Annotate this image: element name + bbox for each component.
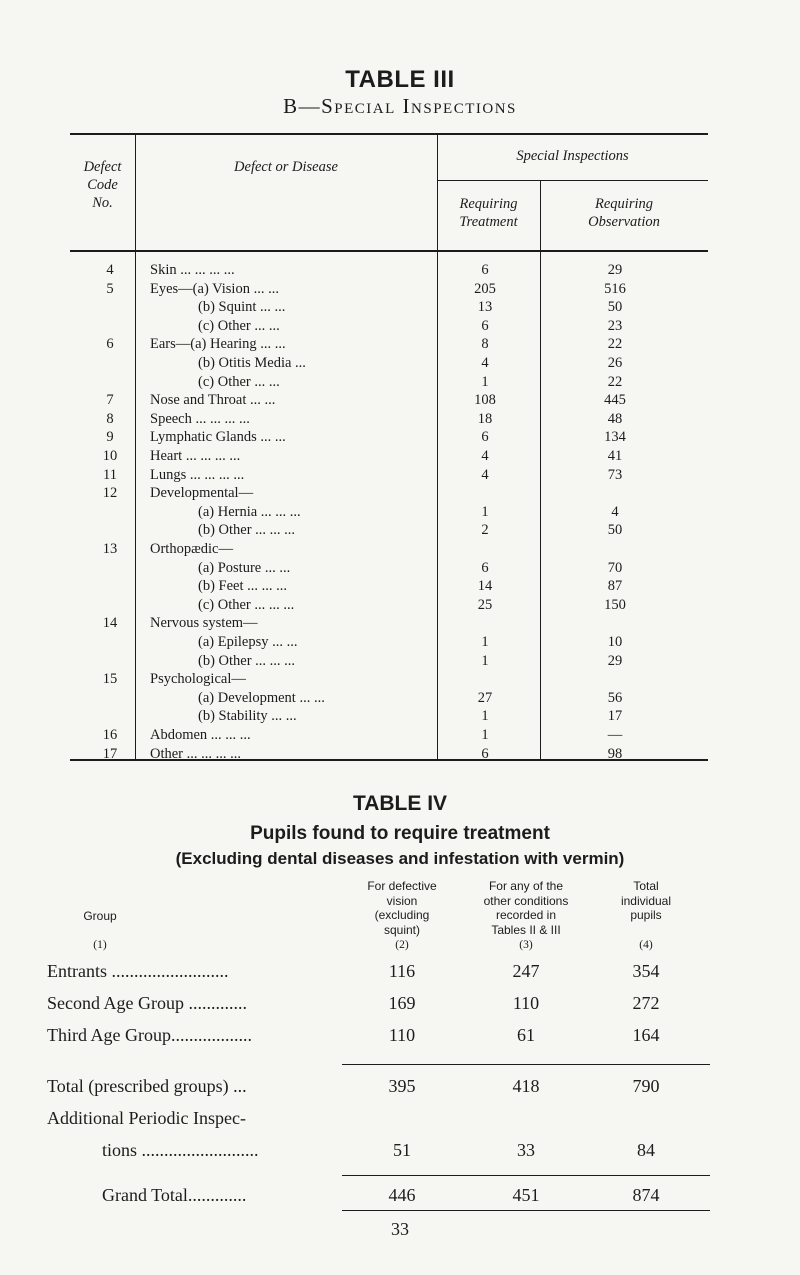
defect-code-header: Defect Code No. (83, 159, 122, 211)
defect-label: (a) Hernia ... ... ... (198, 503, 301, 520)
defect-label: (b) Squint ... ... (198, 299, 286, 316)
defect-label: (b) Otitis Media ... (198, 355, 306, 371)
requiring-treatment-value: 205 (474, 280, 496, 297)
other-conditions-value: 33 (517, 1140, 535, 1160)
requiring-observation-value: 50 (607, 299, 623, 316)
total-pupils-value: 84 (637, 1140, 655, 1160)
group-column-header: Group (83, 909, 117, 923)
requiring-treatment-value: 1 (481, 652, 489, 669)
requiring-treatment-value: 1 (481, 708, 489, 725)
requiring-observation-value: 29 (607, 652, 623, 669)
requiring-observation-value: 23 (607, 317, 623, 334)
requiring-treatment-header: Requiring Treatment (459, 196, 518, 230)
requiring-observation-value: 150 (604, 596, 626, 613)
defect-label: Nose and Throat ... ... (150, 392, 276, 409)
table3-header-rule (70, 250, 708, 252)
defect-code: 12 (102, 485, 118, 502)
requiring-observation-value: 134 (604, 429, 626, 446)
requiring-treatment-value: 1 (481, 503, 489, 520)
defect-label: Orthopædic— (150, 541, 233, 557)
defect-label: Nervous system— (150, 615, 258, 632)
defect-label: (c) Other ... ... (198, 317, 280, 334)
defect-label: (b) Feet ... ... ... (198, 578, 287, 595)
total-pupils-value: 272 (632, 993, 660, 1013)
table4-title: TABLE IV (352, 792, 448, 815)
defective-vision-value: 110 (388, 1025, 416, 1045)
special-inspections-rule (437, 180, 708, 181)
requiring-treatment-value: 14 (477, 578, 493, 595)
requiring-treatment-value: 6 (481, 262, 489, 278)
group-label: Second Age Group ............. (47, 993, 247, 1013)
group-label: Additional Periodic Inspec- (47, 1108, 246, 1128)
defect-code: 17 (102, 745, 118, 762)
page-number: 33 (391, 1219, 409, 1239)
defect-code: 11 (103, 466, 117, 483)
total-pupils-value: 164 (632, 1025, 660, 1045)
other-conditions-column-header: For any of the other conditions recorded in Tables II & III (483, 879, 569, 937)
defect-code: 10 (102, 448, 118, 464)
defect-code: 7 (106, 392, 114, 409)
requiring-observation-value: 50 (607, 522, 623, 539)
other-conditions-value: 451 (512, 1185, 540, 1205)
requiring-treatment-value: 6 (481, 317, 489, 334)
defective-vision-value: 51 (393, 1140, 411, 1160)
requiring-treatment-value: 1 (481, 634, 489, 650)
defect-code: 15 (102, 671, 118, 688)
group-label: Entrants .......................... (47, 961, 229, 981)
grand-total-rule-bottom (342, 1210, 710, 1211)
defect-label: (a) Development ... ... (198, 689, 325, 706)
requiring-observation-value: 73 (607, 466, 623, 483)
table3-top-rule (70, 133, 708, 135)
defect-label: Lungs ... ... ... ... (150, 466, 245, 483)
requiring-treatment-value: 6 (481, 745, 489, 762)
requiring-observation-value: — (607, 727, 623, 743)
defect-label: Psychological— (150, 671, 246, 688)
group-label: tions .......................... (102, 1140, 259, 1160)
defect-code: 6 (106, 336, 114, 353)
defect-label: (b) Other ... ... ... (198, 652, 296, 669)
requiring-observation-value: 22 (607, 373, 623, 390)
group-label: Total (prescribed groups) ... (47, 1076, 247, 1096)
requiring-observation-value: 17 (607, 708, 623, 725)
requiring-observation-value: 41 (607, 448, 623, 464)
defect-code: 8 (106, 410, 114, 427)
defect-code: 14 (102, 615, 118, 632)
defect-label: Developmental— (150, 485, 254, 502)
column-number-2: (2) (395, 939, 409, 951)
requiring-treatment-value: 4 (481, 448, 489, 464)
defect-label: Lymphatic Glands ... ... (150, 429, 286, 446)
requiring-observation-value: 22 (607, 336, 623, 353)
defect-label: Abdomen ... ... ... (150, 727, 251, 743)
defect-label: Eyes—(a) Vision ... ... (150, 280, 279, 297)
group-label: Third Age Group.................. (47, 1025, 252, 1045)
column-number-3: (3) (519, 939, 533, 951)
other-conditions-value: 110 (512, 993, 540, 1013)
total-prescribed-row (0, 1076, 800, 1102)
defect-label: Other ... ... ... ... (150, 745, 242, 762)
defect-label: Skin ... ... ... ... (150, 262, 235, 278)
total-pupils-value: 790 (632, 1076, 660, 1096)
requiring-treatment-value: 13 (477, 299, 493, 316)
other-conditions-value: 418 (512, 1076, 540, 1096)
defect-label: Ears—(a) Hearing ... ... (150, 336, 286, 353)
requiring-treatment-value: 6 (481, 559, 489, 576)
requiring-treatment-value: 2 (481, 522, 489, 539)
total-pupils-value: 874 (632, 1185, 660, 1205)
table-row (0, 961, 800, 987)
defect-label: (c) Other ... ... ... (198, 596, 295, 613)
requiring-observation-value: 26 (607, 355, 623, 371)
defect-code: 4 (106, 262, 114, 278)
other-conditions-value: 247 (512, 961, 540, 981)
additional-row-line1 (0, 1108, 800, 1134)
defect-label: (c) Other ... ... (198, 373, 280, 390)
defect-label: Speech ... ... ... ... (150, 410, 250, 427)
requiring-treatment-value: 1 (481, 727, 489, 743)
table-row (0, 1025, 800, 1051)
defect-or-disease-header: Defect or Disease (234, 159, 338, 175)
total-pupils-column-header: Total individual pupils (620, 879, 672, 922)
requiring-observation-value: 87 (607, 578, 623, 595)
defect-label: (b) Other ... ... ... (198, 522, 296, 539)
total-pupils-value: 354 (632, 961, 660, 981)
requiring-observation-value: 48 (607, 410, 623, 427)
subtotal-rule (342, 1064, 710, 1065)
requiring-observation-value: 516 (604, 280, 626, 297)
requiring-treatment-value: 1 (481, 373, 489, 390)
defective-vision-value: 169 (388, 993, 416, 1013)
defect-code: 9 (106, 429, 114, 446)
grand-total-rule-top (342, 1175, 710, 1176)
requiring-treatment-value: 27 (477, 689, 493, 706)
requiring-observation-value: 4 (611, 503, 619, 520)
requiring-observation-value: 445 (604, 392, 626, 409)
defect-label: (b) Stability ... ... (198, 708, 297, 725)
defective-vision-column-header: For defective vision (excluding squint) (367, 879, 437, 937)
defect-label: (a) Epilepsy ... ... (198, 634, 298, 650)
requiring-treatment-value: 108 (474, 392, 496, 409)
requiring-treatment-value: 8 (481, 336, 489, 353)
defect-label: Heart ... ... ... ... (150, 448, 241, 464)
requiring-treatment-value: 6 (481, 429, 489, 446)
requiring-treatment-value: 4 (481, 466, 489, 483)
requiring-treatment-value: 18 (477, 410, 493, 427)
table3-title: TABLE III (345, 66, 455, 93)
requiring-treatment-value: 25 (477, 596, 493, 613)
table-row (0, 993, 800, 1019)
column-number-1: (1) (93, 939, 107, 951)
special-inspections-header: Special Inspections (516, 148, 629, 164)
defective-vision-value: 395 (388, 1076, 416, 1096)
defective-vision-value: 116 (388, 961, 416, 981)
requiring-observation-value: 56 (607, 689, 623, 706)
other-conditions-value: 61 (517, 1025, 535, 1045)
requiring-observation-header: Requiring Observation (588, 196, 660, 230)
group-label: Grand Total............. (102, 1185, 247, 1205)
grand-total-row (0, 1185, 800, 1211)
table3-subtitle: B—Special Inspections (283, 94, 517, 118)
additional-row (0, 1140, 800, 1166)
defect-code: 16 (102, 727, 118, 743)
column-number-4: (4) (639, 939, 653, 951)
defect-label: (a) Posture ... ... (198, 559, 291, 576)
requiring-observation-value: 98 (607, 745, 623, 762)
table4-note: (Excluding dental diseases and infestation with vermin) (175, 849, 625, 868)
requiring-treatment-value: 4 (481, 355, 489, 371)
defect-code: 5 (106, 280, 114, 297)
requiring-observation-value: 70 (607, 559, 623, 576)
requiring-observation-value: 10 (607, 634, 623, 650)
table4-subtitle: Pupils found to require treatment (250, 823, 550, 844)
requiring-observation-value: 29 (607, 262, 623, 278)
table-row (0, 746, 800, 768)
defective-vision-value: 446 (388, 1185, 416, 1205)
defect-code: 13 (102, 541, 118, 557)
